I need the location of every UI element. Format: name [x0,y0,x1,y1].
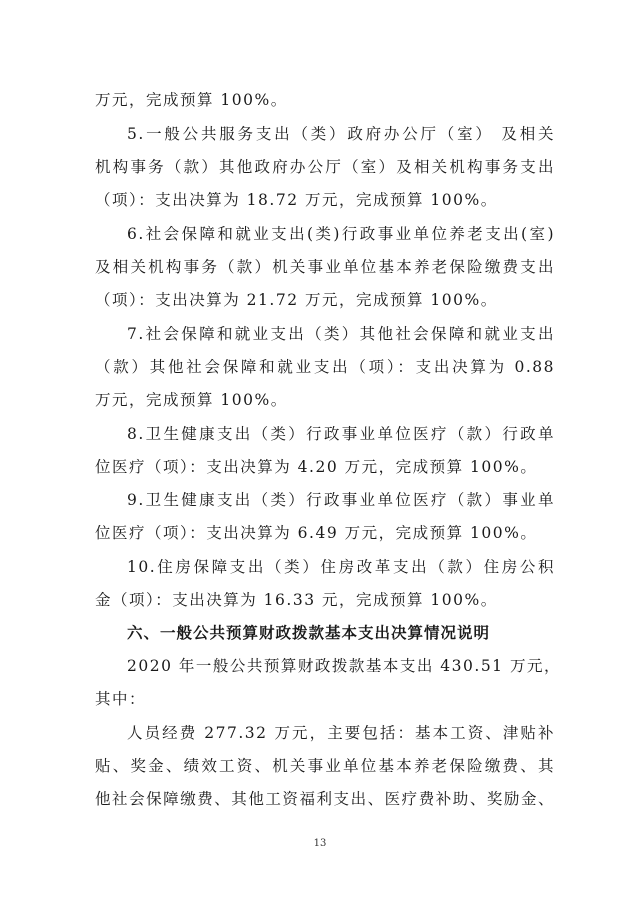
text-line: （项）：支出决算为 21.72 万元，完成预算 100%。 [95,291,498,309]
text-line: 其中： [95,690,147,708]
text-line: 6.社会保障和就业支出(类)行政事业单位养老支出(室) [127,225,555,243]
text-line: （款）其他社会保障和就业支出（项）：支出决算为 0.88 [95,358,555,376]
text-line: 贴、奖金、绩效工资、机关事业单位基本养老保险缴费、其 [95,757,555,775]
text-line: 8.卫生健康支出（类）行政事业单位医疗（款）行政单 [127,425,555,443]
text-line: 机构事务（款）其他政府办公厅（室）及相关机构事务支出 [95,158,555,176]
text-line: 位医疗（项）：支出决算为 6.49 万元，完成预算 100%。 [95,524,538,542]
text-line: 人员经费 277.32 万元，主要包括：基本工资、津贴补 [127,724,555,742]
text-line: 2020 年一般公共预算财政拨款基本支出 430.51 万元， [127,657,561,675]
text-line: 他社会保障缴费、其他工资福利支出、医疗费补助、奖励金、 [95,790,555,808]
text-line: 9.卫生健康支出（类）行政事业单位医疗（款）事业单 [127,491,555,509]
text-line: 5.一般公共服务支出（类）政府办公厅（室） 及相关 [127,125,555,143]
text-line: 万元，完成预算 100%。 [95,391,288,409]
page-number: 13 [313,838,327,849]
text-line: 及相关机构事务（款）机关事业单位基本养老保险缴费支出 [95,258,555,276]
text-line: 7.社会保障和就业支出（类）其他社会保障和就业支出 [127,325,555,343]
text-line: 万元，完成预算 100%。 [95,91,288,109]
section-heading: 六、一般公共预算财政拨款基本支出决算情况说明 [127,624,491,642]
text-line: 10.住房保障支出（类）住房改革支出（款）住房公积 [127,558,555,576]
text-line: （项）：支出决算为 18.72 万元，完成预算 100%。 [95,191,498,209]
text-line: 金（项）：支出决算为 16.33 元，完成预算 100%。 [95,591,498,609]
text-line: 位医疗（项）：支出决算为 4.20 万元，完成预算 100%。 [95,458,538,476]
